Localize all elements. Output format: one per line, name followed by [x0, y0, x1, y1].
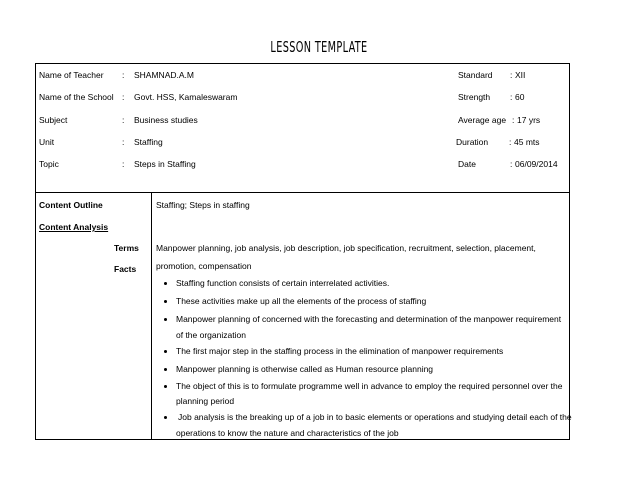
- subject-sep: :: [122, 115, 125, 125]
- bullet-dot-icon: [164, 368, 167, 371]
- bullet-dot-icon: [164, 282, 167, 285]
- bullet-dot-icon: [164, 300, 167, 303]
- bullet-dot-icon: [164, 416, 167, 419]
- strength-sep: :: [510, 92, 513, 102]
- strength-value: 60: [515, 92, 525, 102]
- teacher-label: Name of Teacher: [39, 70, 104, 80]
- strength-label: Strength: [458, 92, 491, 102]
- bullet-dot-icon: [164, 350, 167, 353]
- bullet-4: The first major step in the staffing process in the elimination of manpower requirements: [176, 346, 504, 356]
- bullet-6-line-1: The object of this is to formulate programme well in advance to employ the required personnel over the: [176, 381, 563, 391]
- bullet-dot-icon: [164, 385, 167, 388]
- content-outline-value: Staffing; Steps in staffing: [156, 200, 250, 210]
- topic-label: Topic: [39, 159, 59, 169]
- topic-sep: :: [122, 159, 125, 169]
- content-outline-label: Content Outline: [39, 200, 103, 210]
- bullet-6-line-2: planning period: [176, 396, 235, 406]
- page-title: LESSON TEMPLATE: [270, 38, 368, 56]
- terms-label: Terms: [114, 243, 139, 253]
- date-label: Date: [458, 159, 476, 169]
- topic-value: Steps in Staffing: [134, 159, 196, 169]
- average-age-sep: :: [512, 115, 515, 125]
- duration-sep: :: [509, 137, 512, 147]
- duration-value: 45 mts: [514, 137, 540, 147]
- school-value: Govt. HSS, Kamaleswaram: [134, 92, 238, 102]
- date-sep: :: [510, 159, 513, 169]
- unit-label: Unit: [39, 137, 55, 147]
- bullet-3-line-1: Manpower planning of concerned with the forecasting and determination of the manpower requirement: [176, 314, 562, 324]
- bullet-5: Manpower planning is otherwise called as Human resource planning: [176, 364, 434, 374]
- facts-label: Facts: [114, 264, 137, 274]
- teacher-sep: :: [122, 70, 125, 80]
- content-divider: [151, 193, 152, 440]
- bullet-7-line-1: Job analysis is the breaking up of a job in to basic elements or operations and studying detail each of the: [178, 412, 572, 422]
- standard-label: Standard: [458, 70, 493, 80]
- bullet-dot-icon: [164, 318, 167, 321]
- subject-label: Subject: [39, 115, 68, 125]
- subject-value: Business studies: [134, 115, 198, 125]
- bullet-2: These activities make up all the elements of the process of staffing: [176, 296, 427, 306]
- bullet-3-line-2: of the organization: [176, 330, 246, 340]
- standard-value: XII: [515, 70, 526, 80]
- content-analysis-label: Content Analysis: [39, 222, 109, 232]
- bullet-1: Staffing function consists of certain interrelated activities.: [176, 278, 390, 288]
- bullet-7-line-2: operations to know the nature and characteristics of the job: [176, 428, 399, 438]
- terms-line-1: Manpower planning, job analysis, job description, job specification, recruitment, selection, placement,: [156, 243, 536, 253]
- duration-label: Duration: [456, 137, 489, 147]
- date-value: 06/09/2014: [515, 159, 558, 169]
- unit-value: Staffing: [134, 137, 163, 147]
- average-age-label: Average age: [458, 115, 507, 125]
- header-table: [35, 63, 570, 193]
- school-sep: :: [122, 92, 125, 102]
- standard-sep: :: [510, 70, 513, 80]
- teacher-value: SHAMNAD.A.M: [134, 70, 194, 80]
- terms-line-2: promotion, compensation: [156, 261, 252, 271]
- average-age-value: 17 yrs: [517, 115, 541, 125]
- school-label: Name of the School: [39, 92, 114, 102]
- unit-sep: :: [122, 137, 125, 147]
